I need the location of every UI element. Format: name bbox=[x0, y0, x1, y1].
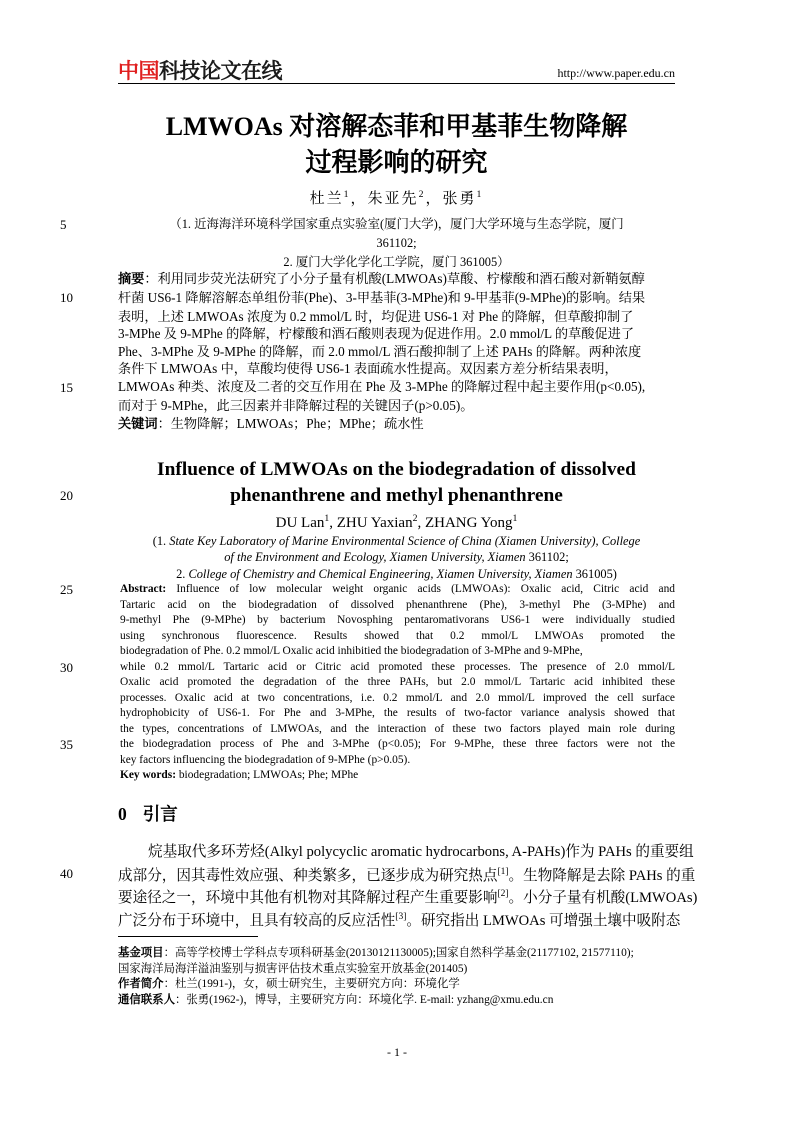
intro-line: 成部分，因其毒性效应强、种类繁多，已逐步成为研究热点[1]。生物降解是去除 PAHs 的重 bbox=[118, 867, 696, 884]
line-number: 35 bbox=[60, 737, 73, 752]
en-abstract-line: processes. Oxalic acid at two concentrations, i.e. 0.2 mmol/L and 2.0 mmol/L improved the cell surface bbox=[120, 692, 675, 704]
cn-title-line2: 过程影响的研究 bbox=[305, 148, 488, 177]
cn-keywords: 关键词：生物降解；LMWOAs；Phe；MPhe；疏水性 bbox=[118, 416, 424, 431]
section-heading bbox=[118, 803, 178, 825]
en-abstract-line: Abstract: Influence of low molecular weight organic acids (LMWOAs): Oxalic acid, Citric acid and bbox=[120, 583, 675, 595]
cn-abstract-line: 摘要：利用同步荧光法研究了小分子量有机酸(LMWOAs)草酸、柠檬酸和酒石酸对新鞘氨醇 bbox=[118, 271, 645, 286]
en-abstract-line: the biodegradation process of Phe and 3-MPhe (p<0.05); For 9-MPhe, these three factors were not the bbox=[120, 738, 675, 750]
cn-keywords-label: 关键词 bbox=[118, 416, 158, 431]
en-abstract-line: while 0.2 mmol/L Tartaric acid or Citric acid promoted these processes. The presence of 2.0 mmol/L bbox=[120, 661, 675, 673]
footnote-fund: 基金项目：高等学校博士学科点专项科研基金(20130121130005);国家自然科学基金(21177102, 21577110); bbox=[118, 947, 634, 959]
site-logo[interactable] bbox=[118, 58, 282, 84]
cn-abstract-line: 而对于 9-MPhe，此三因素并非降解过程的关键因子(p>0.05)。 bbox=[118, 398, 474, 413]
cn-author: 张勇 bbox=[442, 191, 477, 207]
cn-abstract-line: 杆菌 US6-1 降解溶解态单组份菲(Phe)、3-甲基菲(3-MPhe)和 9-甲基菲(9-MPhe)的影响。结果 bbox=[118, 290, 646, 305]
en-author-sup: 1 bbox=[512, 513, 518, 524]
footnote-contact: 通信联系人：张勇(1962-)，博导，主要研究方向：环境化学. E-mail: yzhang@xmu.edu.cn bbox=[118, 994, 554, 1006]
en-title-line1: Influence of LMWOAs on the biodegradation of dissolved bbox=[157, 459, 636, 480]
cn-author: 杜兰 bbox=[309, 191, 344, 207]
cn-abstract-label: 摘要 bbox=[118, 271, 145, 286]
en-abstract-line: 9-methyl Phe (9-MPhe) by bacterium Novosphing pentaromativorans US6-1 were individually studied bbox=[120, 614, 675, 626]
citation[interactable]: [3] bbox=[395, 912, 407, 923]
footnote-author: 作者简介：杜兰(1991-)，女，硕士研究生，主要研究方向：环境化学 bbox=[118, 978, 460, 990]
cn-abstract-line: 条件下 LMWOAs 中，草酸均使得 US6-1 表面疏水性提高。双因素方差分析结果表明， bbox=[118, 361, 618, 376]
site-url[interactable]: http://www.paper.edu.cn bbox=[557, 66, 675, 80]
en-authors: DU Lan$^1$, ZHU Yaxian$^2$, ZHANG Yong$^1$ bbox=[275, 513, 518, 531]
en-author: ZHANG Yong bbox=[424, 515, 513, 531]
header-rule bbox=[118, 83, 675, 84]
en-keywords: Key words: biodegradation; LMWOAs; Phe; MPhe bbox=[120, 769, 359, 781]
en-affil-line1: (1. State Key Laboratory of Marine Environmental Science of China (Xiamen University), College bbox=[152, 534, 641, 548]
intro-line: 要途径之一，环境中其他有机物对其降解过程产生重要影响[2]。小分子量有机酸(LMWOAs) bbox=[118, 889, 698, 906]
en-author-sup: 1 bbox=[324, 513, 330, 524]
cn-author: 朱亚先 bbox=[367, 191, 419, 207]
line-number: 5 bbox=[60, 217, 67, 232]
citation[interactable]: [2] bbox=[497, 889, 509, 900]
en-abstract-line: key factors influencing the biodegradation of 9-MPhe (p>0.05). bbox=[120, 754, 411, 766]
line-number: 20 bbox=[60, 488, 73, 503]
cn-abstract-line: Phe、3-MPhe 及 9-MPhe 的降解，而 2.0 mmol/L 酒石酸抑制了上述 PAHs 的降解。两种浓度 bbox=[118, 344, 642, 359]
section-title: 引言 bbox=[142, 804, 178, 824]
en-title-line2: phenanthrene and methyl phenanthrene bbox=[230, 485, 563, 506]
en-abstract-line: Oxalic acid promoted the degradation of the three PAHs, but 2.0 mmol/L Tartaric acid inhibited these bbox=[120, 676, 675, 688]
en-affil-line2: of the Environment and Ecology, Xiamen University, Xiamen 361102; bbox=[224, 550, 569, 564]
footnote-rule bbox=[118, 936, 258, 937]
en-author: DU Lan bbox=[275, 515, 325, 531]
cn-affil-line3: 2. 厦门大学化学化工学院，厦门 361005） bbox=[283, 255, 510, 269]
cn-author-sup: 2 bbox=[418, 189, 426, 200]
en-abstract-line: hydrophobicity of US6-1. For Phe and 3-MPhe, the results of two-factor variance analysis showed that bbox=[120, 707, 675, 719]
line-number: 40 bbox=[60, 866, 73, 881]
cn-author-sup: 1 bbox=[476, 189, 484, 200]
cn-affil-line2: 361102; bbox=[376, 236, 417, 250]
author-label: 作者简介 bbox=[118, 978, 164, 990]
en-abstract-line: the types, concentrations of LMWOAs, and the interaction of these two factors played main role during bbox=[120, 723, 675, 735]
footnote-fund-cont: 国家海洋局海洋溢油鉴别与损害评估技术重点实验室开放基金(201405) bbox=[118, 963, 468, 975]
line-number: 30 bbox=[60, 660, 73, 675]
en-abstract-line: Tartaric acid on the biodegradation of dissolved phenanthrene (Phe), 3-methyl Phe (3-MPhe) and bbox=[120, 599, 675, 611]
logo-red-text: 中国 bbox=[118, 59, 159, 83]
line-number: 15 bbox=[60, 380, 73, 395]
en-author-sup: 2 bbox=[412, 513, 418, 524]
cn-authors: 杜兰$^1$，朱亚先$^2$，张勇$^1$ bbox=[309, 189, 484, 207]
section-number: 0 bbox=[118, 804, 127, 824]
en-abstract-label: Abstract: bbox=[120, 583, 167, 595]
cn-affil-line1: （1. 近海海洋环境科学国家重点实验室(厦门大学)，厦门大学环境与生态学院，厦门 bbox=[169, 217, 624, 231]
logo-dark-text: 科技论文在线 bbox=[159, 59, 282, 83]
en-keywords-label: Key words: bbox=[120, 769, 176, 781]
en-affil-line3: 2. College of Chemistry and Chemical Engineering, Xiamen University, Xiamen 361005) bbox=[176, 567, 617, 581]
fund-label: 基金项目 bbox=[118, 947, 164, 959]
intro-line: 广泛分布于环境中，且具有较高的反应活性[3]。研究指出 LMWOAs 可增强土壤中吸附态 bbox=[118, 912, 681, 929]
cn-abstract-line: LMWOAs 种类、浓度及二者的交互作用在 Phe 及 3-MPhe 的降解过程中起主要作用(p<0.05), bbox=[118, 379, 646, 394]
en-abstract-line: using synchronous fluorescence. Results showed that 0.2 mmol/L LMWOAs promoted the bbox=[120, 630, 675, 642]
line-number: 25 bbox=[60, 582, 73, 597]
cn-abstract-line: 3-MPhe 及 9-MPhe 的降解，柠檬酸和酒石酸则表现为促进作用。2.0 mmol/L 的草酸促进了 bbox=[118, 326, 635, 341]
cn-title-line1: LMWOAs 对溶解态菲和甲基菲生物降解 bbox=[165, 112, 628, 141]
en-abstract-line: biodegradation of Phe. 0.2 mmol/L Oxalic acid inhibitied the biodegradation of 3-MPhe and 9-MPhe, bbox=[120, 645, 583, 657]
line-number: 10 bbox=[60, 290, 73, 305]
citation[interactable]: [1] bbox=[497, 867, 509, 878]
cn-author-sup: 1 bbox=[343, 189, 351, 200]
intro-line: 烷基取代多环芳烃(Alkyl polycyclic aromatic hydrocarbons, A-PAHs)作为 PAHs 的重要组 bbox=[148, 844, 694, 860]
en-author: ZHU Yaxian bbox=[336, 515, 413, 531]
contact-label: 通信联系人 bbox=[118, 994, 175, 1006]
cn-abstract-line: 表明，上述 LMWOAs 浓度为 0.2 mmol/L 时，均促进 US6-1 对 Phe 的降解，但草酸抑制了 bbox=[118, 309, 634, 324]
page-number: - 1 - bbox=[387, 1045, 407, 1059]
